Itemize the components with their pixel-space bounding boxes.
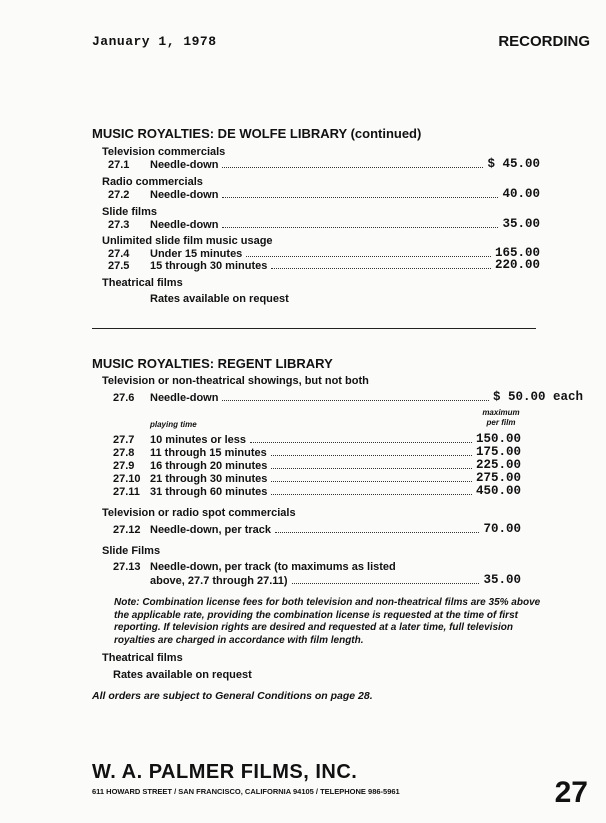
item-price: 275.00: [475, 471, 521, 485]
table-row: [108, 158, 540, 171]
item-label-line1: Needle-down, per track (to maximums as listed: [150, 561, 396, 573]
item-price: 165.00: [494, 246, 540, 260]
item-number: 27.2: [108, 189, 130, 201]
regent-tv-label: Television or non-theatrical showings, but not both: [102, 375, 369, 387]
dewolfe-section-title: MUSIC ROYALTIES: DE WOLFE LIBRARY (continued): [92, 126, 422, 141]
item-label: Needle-down: [150, 189, 219, 201]
page-date: January 1, 1978: [92, 34, 217, 49]
table-row: [113, 446, 521, 459]
item-label: 10 minutes or less: [150, 434, 246, 446]
item-price: 175.00: [475, 445, 521, 459]
leader-dots: [222, 400, 489, 401]
table-row: [113, 485, 521, 498]
item-price: $ 45.00: [487, 157, 540, 171]
item-price: $ 50.00 each: [492, 390, 583, 404]
item-price: 40.00: [502, 187, 540, 201]
item-price: 225.00: [475, 458, 521, 472]
leader-dots: [271, 468, 472, 469]
page-number: 27: [554, 776, 588, 809]
item-price: 35.00: [483, 573, 521, 587]
item-price: 35.00: [502, 217, 540, 231]
regent-theatrical-rates: Rates available on request: [113, 669, 252, 681]
item-number: 27.10: [113, 473, 141, 485]
leader-dots: [246, 256, 491, 257]
item-label: Needle-down: [150, 159, 219, 171]
leader-dots: [292, 583, 480, 584]
item-label: Needle-down, per track: [150, 524, 272, 536]
item-label: Needle-down: [150, 219, 219, 231]
item-label: 11 through 15 minutes: [150, 447, 267, 459]
leader-dots: [250, 442, 472, 443]
item-label: 15 through 30 minutes: [150, 260, 268, 272]
item-number: 27.7: [113, 434, 135, 446]
table-row: [113, 523, 521, 536]
table-row: [150, 574, 521, 587]
company-name: W. A. PALMER FILMS, INC.: [92, 761, 358, 783]
dewolfe-theatrical-rates: Rates available on request: [150, 293, 289, 305]
regent-spot-label: Television or radio spot commercials: [102, 507, 296, 519]
item-price: 70.00: [483, 522, 521, 536]
table-row: [108, 218, 540, 231]
item-price: 150.00: [475, 432, 521, 446]
item-label: 21 through 30 minutes: [150, 473, 268, 485]
leader-dots: [271, 455, 472, 456]
table-row: [113, 433, 521, 446]
item-number: 27.13: [113, 561, 141, 573]
item-number: 27.4: [108, 248, 130, 260]
table-row: [108, 259, 540, 272]
leader-dots: [275, 532, 479, 533]
regent-slide-label: Slide Films: [102, 545, 161, 557]
item-number: 27.6: [113, 392, 135, 404]
dewolfe-unlimited-label: Unlimited slide film music usage: [102, 235, 273, 247]
item-label: 16 through 20 minutes: [150, 460, 268, 472]
leader-dots: [222, 197, 498, 198]
maximum-label: maximum: [482, 408, 520, 417]
item-number: 27.9: [113, 460, 135, 472]
item-price: 220.00: [494, 258, 540, 272]
general-conditions-note: All orders are subject to General Conditions on page 28.: [92, 690, 373, 702]
item-label: Needle-down: [150, 392, 219, 404]
leader-dots: [222, 167, 483, 168]
page-category: RECORDING: [498, 33, 590, 50]
table-row: [113, 472, 521, 485]
combination-note: Note: Combination license fees for both television and non-theatrical films are 35% above the applicable rate, providing the combination license is requested at the time of first reporting. If television rights are desired and requested at a later time, full television royalties are charged in accordance with film length.: [114, 597, 541, 646]
table-row: [113, 391, 583, 404]
table-row: [113, 459, 521, 472]
dewolfe-tv-label: Television commercials: [102, 146, 226, 158]
item-number: 27.12: [113, 524, 141, 536]
leader-dots: [271, 494, 472, 495]
leader-dots: [271, 481, 472, 482]
regent-theatrical-label: Theatrical films: [102, 652, 183, 664]
section-divider: [92, 328, 536, 329]
item-number: 27.1: [108, 159, 130, 171]
dewolfe-slide-label: Slide films: [102, 206, 158, 218]
leader-dots: [271, 268, 491, 269]
dewolfe-theatrical-label: Theatrical films: [102, 277, 183, 289]
dewolfe-radio-label: Radio commercials: [102, 176, 203, 188]
item-number: 27.11: [113, 486, 140, 498]
leader-dots: [222, 227, 498, 228]
item-label: Under 15 minutes: [150, 248, 243, 260]
playing-time-header: playing time: [150, 420, 197, 429]
item-number: 27.5: [108, 260, 130, 272]
company-address: 611 HOWARD STREET / SAN FRANCISCO, CALIFORNIA 94105 / TELEPHONE 986-5961: [92, 787, 400, 796]
per-film-label: per film: [486, 418, 516, 427]
table-row: [108, 188, 540, 201]
regent-section-title: MUSIC ROYALTIES: REGENT LIBRARY: [92, 356, 333, 371]
maximum-header: [478, 408, 524, 428]
item-number: 27.3: [108, 219, 130, 231]
item-number: 27.8: [113, 447, 135, 459]
item-price: 450.00: [475, 484, 521, 498]
item-label-line2: above, 27.7 through 27.11): [150, 575, 288, 587]
item-label: 31 through 60 minutes: [150, 486, 268, 498]
